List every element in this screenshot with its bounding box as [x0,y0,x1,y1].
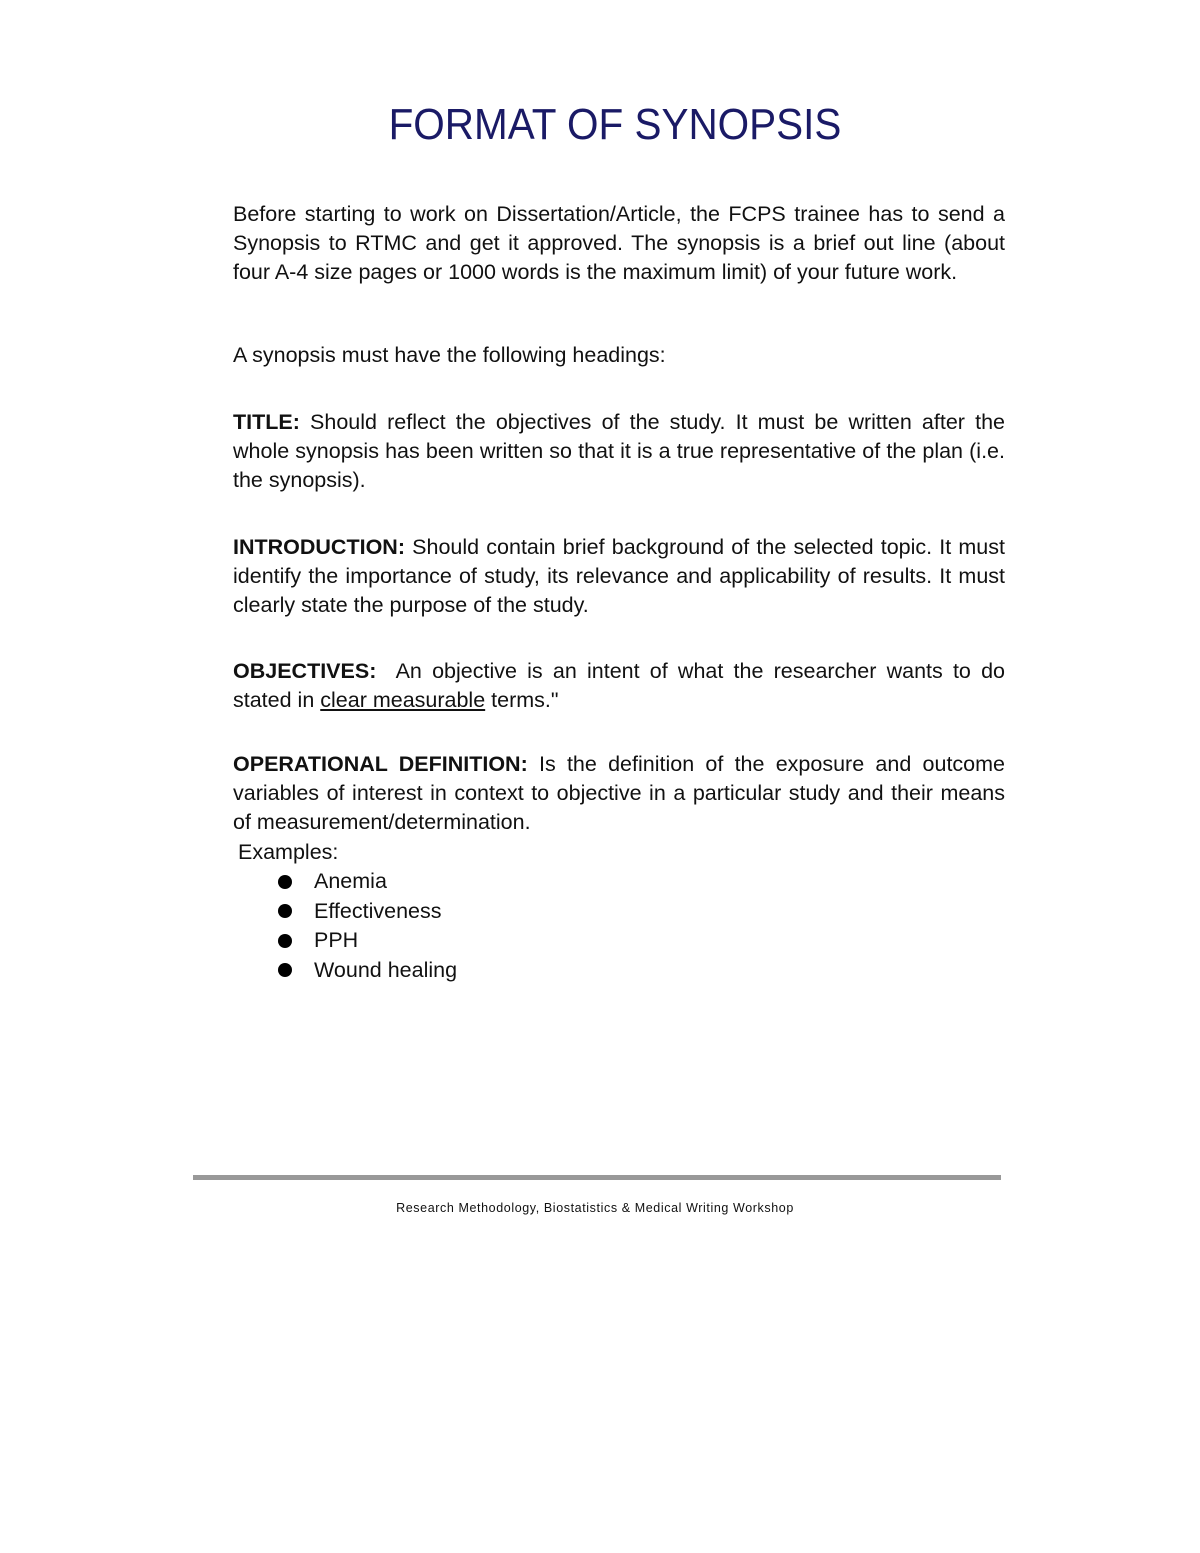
bullet-icon [278,875,292,889]
examples-label: Examples: [238,840,339,864]
introduction-text: Should contain brief background of the selected topic. It must identify the importance of study, its relevance and applicability of results. It must clearly state the purpose of the study. [233,535,1005,617]
objectives-text-after: terms." [485,688,559,712]
introduction-section [233,533,1005,620]
operational-definition-section [233,750,1005,837]
footer-text: Research Methodology, Biostatistics & Medical Writing Workshop [396,1201,794,1215]
example-text: Effectiveness [314,898,442,923]
footer-divider [193,1175,1001,1180]
operational-definition-label: OPERATIONAL DEFINITION: [233,752,528,776]
example-text: PPH [314,928,359,952]
intro-paragraph: Before starting to work on Dissertation/Article, the FCPS trainee has to send a Synopsis to RTMC and get it approved. The synopsis is a brief out line (about four A-4 size pages or 1000 words is the maximum limit) of your future work. [233,202,1005,284]
objectives-underlined-text: clear measurable [320,688,486,712]
list-item [274,867,457,897]
example-text: Anemia [314,869,387,893]
title-label: TITLE: [233,410,300,434]
list-item [274,956,457,986]
page-title: FORMAT OF SYNOPSIS [388,100,842,149]
objectives-label: OBJECTIVES: [233,659,377,683]
objectives-text-before: An objective is an intent of what the researcher wants to do stated in [233,659,1011,712]
title-text: Should reflect the objectives of the study. It must be written after the whole synopsis has been written so that it is a true representative of the plan (i.e. the synopsis). [233,410,1005,492]
example-text: Wound healing [314,957,458,982]
bullet-icon [278,934,292,948]
bullet-icon [278,963,292,977]
headings-intro: A synopsis must have the following headings: [233,343,666,367]
list-item [274,926,457,956]
examples-list [274,867,457,985]
list-item [274,897,457,927]
bullet-icon [278,904,292,918]
introduction-label: INTRODUCTION: [233,535,405,559]
objectives-section [233,657,1011,715]
operational-definition-text: Is the definition of the exposure and outcome variables of interest in context to objective in a particular study and their means of measurement/determination. [233,752,1006,834]
title-section [233,408,1005,495]
